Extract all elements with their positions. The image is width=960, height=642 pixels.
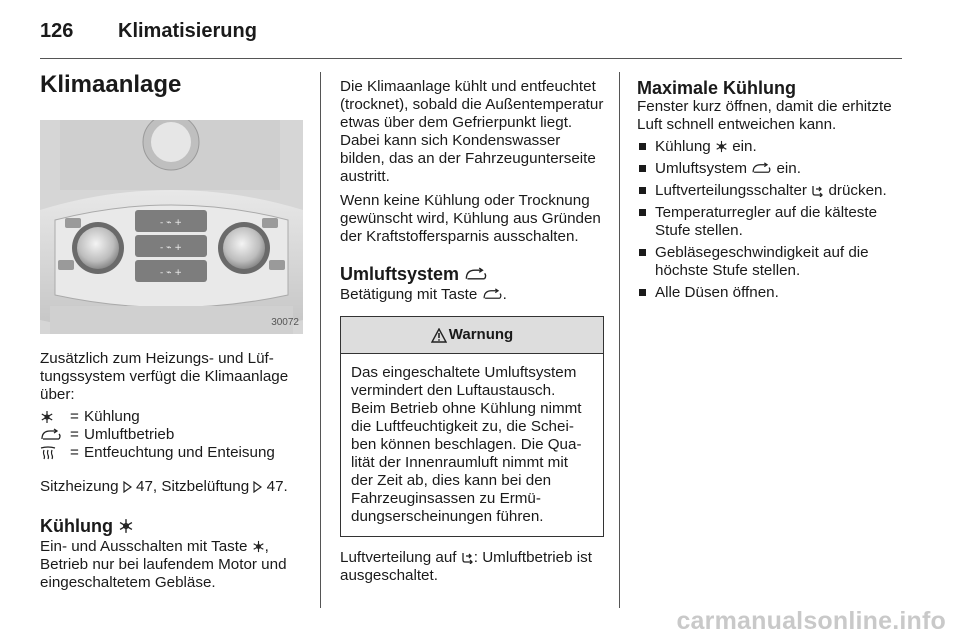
legend-text: Umluftbetrieb [84,426,175,443]
legend-equals: = [70,444,79,461]
page-reference-icon [123,481,132,493]
list-item [637,284,903,302]
bullet-text: Umluftsystem [655,160,747,177]
kuehlung-text-part1: Ein- und Ausschalten mit Taste [40,538,248,555]
seat-ventilation-ref[interactable]: 47, Sitzbelüftung [136,478,250,495]
warning-triangle-icon [431,328,447,343]
paragraph-cooling: Die Klimaanlage kühlt und entfeuchtet (trocknet), sobald die Außentemperatur etwas über dem Gefrierpunkt liegt. Dabei kann sich Kondenswasser bilden, das an der Fahrzeugunterseite austritt. [340,78,604,185]
snowflake-icon [252,540,265,553]
list-item [637,204,903,240]
max-cooling-steps [637,138,903,302]
watermark: carmanualsonline.info [676,607,946,635]
snowflake-icon [715,140,728,153]
bullet-text-after: drücken. [828,182,887,199]
air-distribution-icon [461,551,474,564]
snowflake-icon [40,408,70,426]
recirculation-icon [464,267,488,282]
seat-heating-ref[interactable]: Sitzheizung [40,478,119,495]
svg-text:- ⌁ +: - ⌁ + [160,243,182,253]
umluft-text: Betätigung mit Taste [340,286,478,303]
bullet-text: Alle Düsen öffnen. [655,284,779,301]
seat-ventilation-page: 47. [266,478,288,495]
bullet-text-after: ein. [776,160,801,177]
heading-umluftsystem [340,264,604,284]
bullet-text: Luftverteilungsschalter [655,182,807,199]
recirculation-icon [482,288,503,301]
legend-equals: = [70,426,79,443]
kuehlung-text-part2: , Betrieb nur bei laufendem Motor und eingeschaltetem Gebläse. [40,538,287,591]
svg-text:- ⌁ +: - ⌁ + [160,268,182,278]
warning-box [340,316,604,537]
svg-text:- ⌁ +: - ⌁ + [160,218,182,228]
air-distribution-icon [811,184,824,197]
header-rule [40,58,902,59]
image-code: 30072 [271,317,299,328]
bullet-text: Kühlung [655,138,711,155]
legend-equals: = [70,408,79,425]
column-1 [40,71,306,592]
recirculation-icon [40,426,70,444]
legend-row [40,408,306,426]
umluft-paragraph [340,286,604,304]
list-item [637,138,903,156]
distribution-text-part2: : Umluftbetrieb ist ausgeschaltet. [340,549,592,584]
distribution-paragraph [340,549,604,585]
legend-row [40,426,306,444]
column-divider-2 [619,72,620,608]
distribution-text-part1: Luftverteilung auf [340,549,457,566]
max-cooling-intro: Fenster kurz öffnen, damit die erhitzte Luft schnell entweichen kann. [637,98,892,133]
kuehlung-title: Kühlung [40,516,113,536]
page-reference-icon [253,481,262,493]
list-item [637,182,903,200]
column-2 [340,78,604,585]
legend-row [40,444,306,462]
heading-kuehlung [40,516,306,536]
kuehlung-paragraph [40,538,306,592]
list-item [637,160,903,178]
legend-text: Kühlung [84,408,140,425]
column-divider-1 [320,72,321,608]
warning-header [341,317,603,354]
bullet-text-after: ein. [732,138,757,155]
warning-title: Warnung [448,326,514,343]
bullet-text: Gebläsegeschwindigkeit auf die höchste Stufe stellen. [655,244,869,279]
page-number: 126 [40,20,74,42]
climate-control-photo [40,120,303,334]
umluft-title: Umluftsystem [340,264,460,284]
bullet-text: Temperaturregler auf die kälteste Stufe stellen. [655,204,878,239]
symbol-legend [40,408,306,462]
section-title: Klimatisierung [118,20,257,42]
intro-paragraph: Zusätzlich zum Heizungs- und Lüftungssystem verfügt die Klimaanlage über: [40,350,289,403]
list-item [637,244,903,280]
recirculation-icon [751,162,772,175]
column-3 [637,78,903,306]
umluft-text-end: . [502,286,507,303]
snowflake-icon [118,518,134,534]
seat-references [40,478,306,496]
defrost-icon [40,444,70,462]
page-header [40,20,257,43]
paragraph-fuel-saving: Wenn keine Kühlung oder Trocknung gewünscht wird, Kühlung aus Gründen der Kraftstoffersparnis ausschalten. [340,192,601,245]
legend-text: Entfeuchtung und Enteisung [84,444,275,461]
heading-klimaanlage: Klimaanlage [40,71,182,98]
climate-panel-illustration [40,120,303,334]
warning-text: Das eingeschaltete Umluftsystem vermindert den Luftaustausch. Beim Betrieb ohne Kühlung nimmt die Luftfeuchtigkeit zu, die Scheiben können beschlagen. Die Qualität der Innenraumluft nimmt mit der Zeit ab, dies kann bei den Fahrzeuginsassen zu Ermüdungserscheinungen führen. [351,364,582,525]
heading-maximale-kuehlung: Maximale Kühlung [637,78,797,98]
